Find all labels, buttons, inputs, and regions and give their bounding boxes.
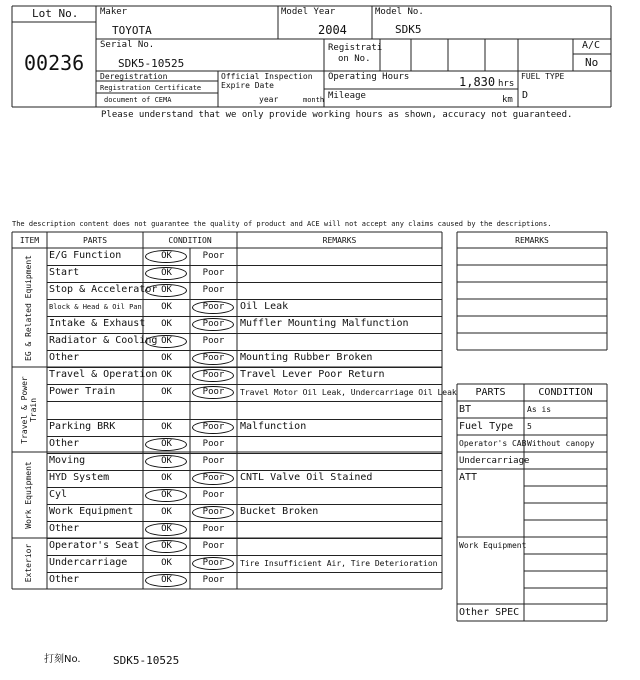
cema-label: document of CEMA <box>104 96 172 104</box>
row-part: Other <box>49 573 80 585</box>
mileage-label: Mileage <box>328 91 366 101</box>
condition-circle-mark <box>145 574 187 587</box>
inspection-label-2: Expire Date <box>221 81 274 90</box>
row-remark: Travel Lever Poor Return <box>240 369 385 381</box>
row-part: E/G Function <box>49 250 122 261</box>
row-part: HYD System <box>49 471 110 483</box>
row-part: Intake & Exhaust <box>49 318 146 330</box>
poor-option: Poor <box>202 574 225 585</box>
spec-work-equipment-label: Work Equipment <box>459 541 527 550</box>
ok-option: OK <box>161 268 172 279</box>
poor-option: Poor <box>202 251 225 261</box>
spec-condition-header: CONDITION <box>538 387 593 398</box>
row-remark: Travel Motor Oil Leak, Undercarriage Oil Leak <box>240 388 457 398</box>
condition-circle-mark <box>145 489 187 502</box>
poor-option: Poor <box>202 353 225 364</box>
operating-hours-value: 1,830 <box>459 75 496 89</box>
ok-option: OK <box>161 455 172 466</box>
registration-label-1: Registrati <box>328 43 383 53</box>
row-part: Travel & Operation <box>49 369 158 381</box>
group-label-exterior: Exterior <box>24 543 33 583</box>
row-remark: Oil Leak <box>240 301 289 313</box>
lot-label: Lot No. <box>32 7 79 20</box>
ok-option: OK <box>161 540 172 551</box>
ok-option: OK <box>161 421 172 432</box>
registration-certificate-label: Registration Certificate <box>100 84 202 92</box>
row-remark: Malfunction <box>240 420 307 432</box>
model-no-value: SDK5 <box>395 23 422 36</box>
condition-circle-mark <box>192 472 234 485</box>
spec-fuel-type-value: 5 <box>527 422 532 431</box>
poor-option: Poor <box>202 285 225 296</box>
condition-circle-mark <box>145 267 187 280</box>
header-remarks: REMARKS <box>322 236 357 245</box>
maker-value: TOYOTA <box>112 24 152 37</box>
month-label: month <box>303 96 325 104</box>
model-year-value: 2004 <box>318 23 347 37</box>
ok-option: OK <box>161 370 172 381</box>
ok-option: OK <box>161 302 172 313</box>
hours-disclaimer: Please understand that we only provide working hours as shown, accuracy not guaranteed. <box>101 110 573 120</box>
stamp-value: SDK5-10525 <box>113 654 180 667</box>
fuel-type-value: D <box>522 90 529 101</box>
registration-label-2: on No. <box>338 54 371 64</box>
poor-option: Poor <box>202 455 225 466</box>
poor-option: Poor <box>202 438 225 449</box>
poor-option: Poor <box>202 523 225 534</box>
stamp-label: 打刻No. <box>44 654 81 665</box>
ok-option: OK <box>161 557 172 568</box>
ok-option: OK <box>161 387 172 398</box>
condition-circle-mark <box>145 250 187 263</box>
header-item: ITEM <box>19 236 40 245</box>
ac-label: A/C <box>582 40 601 51</box>
poor-option: Poor <box>202 489 225 500</box>
ok-option: OK <box>161 353 172 364</box>
hrs-unit: hrs <box>498 79 515 89</box>
row-remark: Muffler Mounting Malfunction <box>240 318 409 330</box>
spec-bt-value: As is <box>527 405 552 414</box>
ok-option: OK <box>161 506 172 517</box>
condition-circle-mark <box>145 455 187 468</box>
spec-parts-header: PARTS <box>475 387 506 398</box>
poor-option: Poor <box>202 557 225 568</box>
ac-value: No <box>585 56 599 69</box>
spec-undercarriage-label: Undercarriage <box>459 456 530 466</box>
row-part: Other <box>49 522 80 534</box>
row-remark: Tire Insufficient Air, Tire Deterioration <box>240 558 438 568</box>
condition-circle-mark <box>192 557 234 570</box>
ok-option: OK <box>161 251 172 261</box>
lot-number: 00236 <box>24 51 85 75</box>
model-year-label: Model Year <box>281 7 336 17</box>
poor-option: Poor <box>202 268 225 279</box>
poor-option: Poor <box>202 540 225 551</box>
ok-option: OK <box>161 472 172 483</box>
condition-circle-mark <box>145 438 187 451</box>
operating-hours-label: Operating Hours <box>328 72 410 82</box>
row-remark: Mounting Rubber Broken <box>240 352 373 364</box>
poor-option: Poor <box>202 421 225 432</box>
spec-fuel-type-label: Fuel Type <box>459 421 514 432</box>
km-unit: km <box>502 95 513 105</box>
group-label-work: Work Equipment <box>24 461 33 529</box>
ok-option: OK <box>161 336 172 347</box>
poor-option: Poor <box>202 336 225 347</box>
ok-option: OK <box>161 489 172 500</box>
description-disclaimer: The description content does not guarantee the quality of product and ACE will not accept any claims caused by the descriptions. <box>12 220 552 228</box>
poor-option: Poor <box>202 302 225 313</box>
row-part: Stop & Accelerator <box>49 284 158 296</box>
model-no-label: Model No. <box>375 7 424 17</box>
poor-option: Poor <box>202 506 225 517</box>
row-part: Power Train <box>49 386 116 398</box>
deregistration-label: Deregistration <box>100 72 168 81</box>
ok-option: OK <box>161 523 172 534</box>
row-remark: Bucket Broken <box>240 505 319 517</box>
spec-other-label: Other SPEC <box>459 607 520 618</box>
row-part: Undercarriage <box>49 556 128 568</box>
serial-value: SDK5-10525 <box>118 57 185 70</box>
row-part: Moving <box>49 454 86 466</box>
poor-option: Poor <box>202 370 225 381</box>
condition-circle-mark <box>145 284 187 297</box>
header-parts: PARTS <box>82 236 108 245</box>
maker-label: Maker <box>100 7 128 17</box>
inspection-label-1: Official Inspection <box>221 72 313 81</box>
spec-cab-label: Operator's CAB <box>459 439 527 448</box>
ok-option: OK <box>161 574 172 585</box>
row-part: Block & Head & Oil Pan <box>49 303 142 312</box>
ok-option: OK <box>161 285 172 296</box>
condition-circle-mark <box>145 523 187 536</box>
row-part: Other <box>49 352 80 364</box>
poor-option: Poor <box>202 387 225 398</box>
condition-circle-mark <box>192 506 234 519</box>
header-remarks-right: REMARKS <box>515 236 549 245</box>
ok-option: OK <box>161 438 172 449</box>
serial-label: Serial No. <box>100 40 155 50</box>
year-label: year <box>259 95 279 104</box>
ok-option: OK <box>161 319 172 330</box>
condition-circle-mark <box>145 540 187 553</box>
fuel-type-label: FUEL TYPE <box>521 72 565 81</box>
poor-option: Poor <box>202 472 225 483</box>
spec-bt-label: BT <box>459 404 472 415</box>
row-part: Other <box>49 437 80 449</box>
poor-option: Poor <box>202 319 225 330</box>
group-label-travel <box>20 375 38 445</box>
spec-cab-value: Without canopy <box>527 439 595 448</box>
row-part: Start <box>49 267 80 279</box>
row-remark: CNTL Valve Oil Stained <box>240 471 373 483</box>
condition-circle-mark <box>192 421 234 434</box>
row-part: Cyl <box>49 488 68 500</box>
header-condition: CONDITION <box>168 236 212 245</box>
row-part: Operator's Seat <box>49 539 140 551</box>
group-label-eg: EG & Related Equipment <box>24 255 33 361</box>
group-label-travel-text: Travel & Power Train <box>20 376 38 444</box>
spec-att-label: ATT <box>459 472 478 483</box>
row-part: Parking BRK <box>49 420 116 432</box>
row-part: Work Equipment <box>49 505 134 517</box>
row-part: Radiator & Cooling <box>49 335 158 347</box>
